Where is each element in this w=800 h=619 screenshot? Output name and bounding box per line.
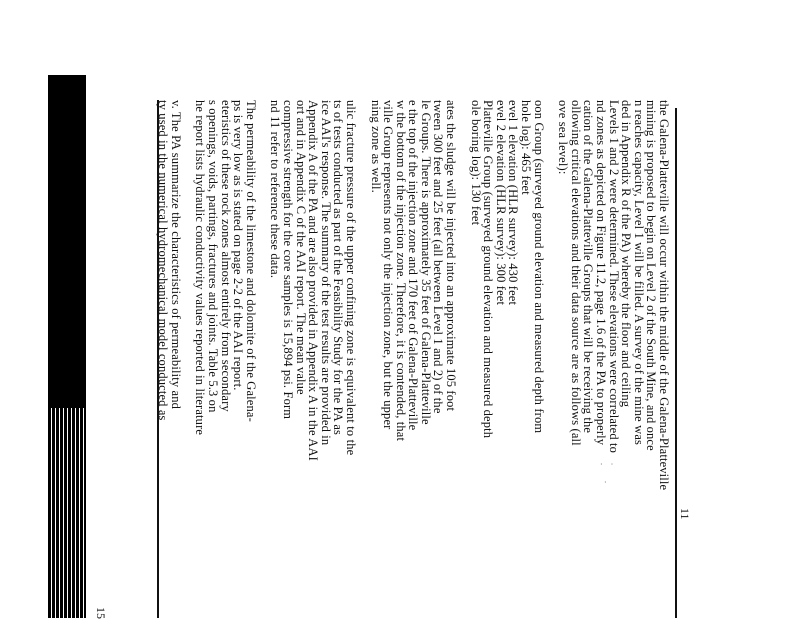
text-line: n reaches capacity, Level 1 will be filled. A survey of the mine was — [631, 100, 646, 446]
paragraph-injection-zone — [557, 100, 670, 618]
text-line: mining is proposed to begin on Level 2 of the South Mine, and once — [644, 100, 659, 451]
text-line: s openings, voids, partings, fractures and joints. Table 5.3 on — [206, 100, 220, 413]
text-line: Appendix A of the PA and are also provided in Appendix A in the AAI — [306, 100, 321, 461]
text-line: e the top of the injection zone and 170 feet of Galena-Platteville — [406, 100, 421, 431]
scan-edge-bar — [48, 75, 86, 618]
text-line: v. The PA summarize the characteristics of permeability and — [168, 100, 183, 409]
text-line: evel 2 elevation (HLR survey): 300 feet — [493, 100, 508, 306]
text-line: ort and in Appendix C of the AAI report. The mean value — [293, 100, 308, 395]
scan-specks: · · · — [600, 460, 614, 487]
text-line: tween 300 feet and 25 feet (all between Level 1 and 2) of the — [431, 100, 446, 414]
paragraph-sludge-injection — [369, 100, 457, 618]
paragraph-summary — [157, 100, 182, 618]
text-line: le Groups. There is approximately 35 feet of Galena-Platteville — [418, 100, 433, 425]
paragraph-permeability — [194, 100, 257, 618]
text-line: compressive strength for the core samples is 15,894 psi. Form — [280, 100, 295, 420]
body-text — [156, 100, 671, 618]
text-line: nd zones as depicted on Figure 11.2, page 1.6 of the PA to properly — [594, 100, 609, 446]
text-line: ning zone as well. — [368, 100, 383, 193]
text-line: eteristics of these rock zones almost entirely from secondary — [218, 100, 233, 412]
text-line: Platteville Group (surveyed ground elevation and measured depth — [481, 100, 496, 439]
paragraph-fracture-pressure — [269, 100, 357, 618]
scan-edge-stripes — [48, 408, 86, 618]
text-line: evel 1 elevation (HLR survey): 430 feet — [506, 100, 521, 306]
text-line: ulic fracture pressure of the upper confining zone is equivalent to the — [343, 100, 358, 456]
page-bottom-rule — [675, 108, 677, 618]
text-line: w the bottom of the injection zone. Therefore, it is contended, that — [393, 100, 408, 442]
footer-page-number: 11 — [678, 508, 692, 520]
text-line: hole log): 465 feet — [519, 100, 534, 195]
text-line: ove sea level): — [556, 100, 571, 175]
text-line: the Galena-Platteville will occur within the middle of the Galena-Platteville — [657, 100, 671, 491]
text-line: ty used in the numerical hydromechanical model conducted as — [156, 100, 171, 421]
text-line: ates the sludge will be injected into an approximate 105 foot — [444, 100, 459, 412]
text-line: ollowing critical elevations and their data source are as follows (all — [568, 100, 583, 446]
text-line: oon Group (surveyed ground elevation and measured depth from — [531, 100, 546, 434]
text-line: nd 11 refer to reference these data. — [268, 100, 283, 279]
text-line: ps is very low as is stated on page 2-2 of the AAI report. — [231, 100, 246, 391]
page-number-left: 15 — [94, 607, 108, 619]
text-line: ts of tests conducted as part of the Feasibility Study for the PA as — [331, 100, 346, 436]
text-line: ville Group represents not only the injection zone, but the upper — [381, 100, 396, 430]
text-line: cation of the Galena-Platteville Groups that will be receiving the — [581, 100, 596, 434]
text-line: he report lists hydraulic conductivity values reported in literature — [193, 100, 208, 436]
paragraph-elevations — [469, 100, 545, 618]
text-line: ded in Appendix R of the PA) whereby the floor and ceiling — [619, 100, 634, 408]
text-line: The permeability of the limestone and dolomite of the Galena- — [243, 100, 258, 422]
text-line: ice AAI's response. The summary of the test results are provided in — [318, 100, 333, 446]
text-line: ole boring log): 130 feet — [468, 100, 483, 226]
text-line: Levels 1 and 2 were determined. These elevations were correlated to — [606, 100, 621, 454]
